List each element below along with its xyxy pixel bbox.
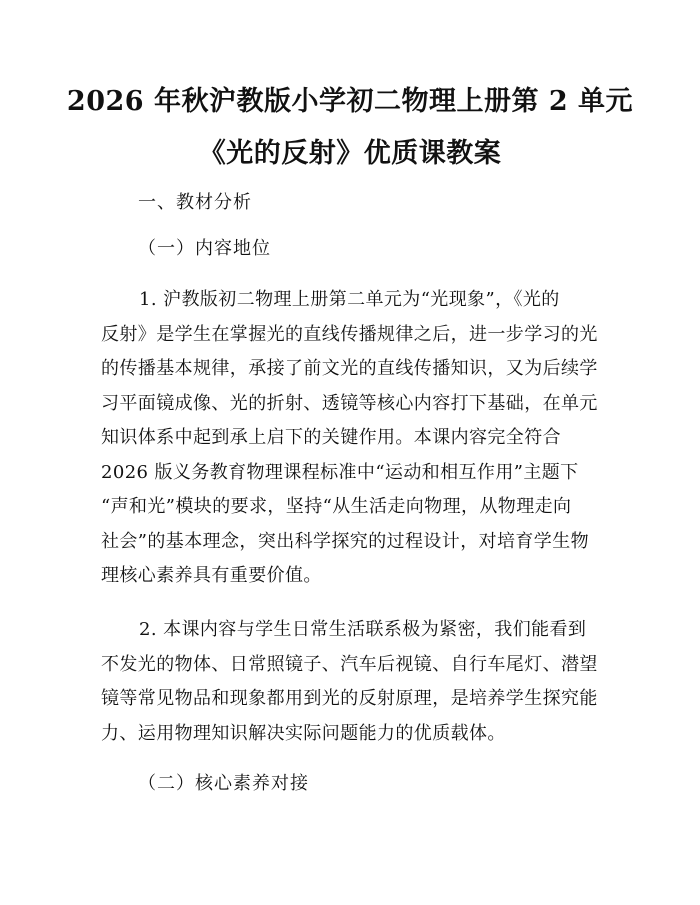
paragraph-1-line: 社会”的基本理念，突出科学探究的过程设计，对培育学生物 <box>101 530 589 552</box>
paragraph-2 <box>101 613 601 751</box>
subsection-heading-content-position: （一）内容地位 <box>138 238 271 259</box>
section-heading-teaching-material-analysis: 一、教材分析 <box>138 192 252 213</box>
paragraph-1-line: 的传播基本规律，承接了前文光的直线传播知识，又为后续学 <box>101 358 598 379</box>
paragraph-1-line: 1. 沪教版初二物理上册第二单元为“光现象”，《光的 <box>139 289 560 310</box>
paragraph-1-line: 2026 版义务教育物理课程标准中“运动和相互作用”主题下 <box>101 461 579 483</box>
paragraph-2-line: 力、运用物理知识解决实际问题能力的优质载体。 <box>101 722 506 744</box>
paragraph-1-line: 理核心素养具有重要价值。 <box>101 565 322 586</box>
paragraph-1-line: “声和光”模块的要求，坚持“从生活走向物理，从物理走向 <box>101 496 572 517</box>
document-title-line-1: 2026 年秋沪教版小学初二物理上册第 2 单元 <box>66 86 634 117</box>
paragraph-1-line: 知识体系中起到承上启下的关键作用。本课内容完全符合 <box>101 427 561 448</box>
paragraph-2-line: 镜等常见物品和现象都用到光的反射原理，是培养学生探究能 <box>101 688 598 709</box>
paragraph-2-line: 2. 本课内容与学生日常生活联系极为紧密，我们能看到 <box>139 619 587 640</box>
paragraph-2-line: 不发光的物体、日常照镜子、汽车后视镜、自行车尾灯、潜望 <box>101 653 598 675</box>
paragraph-1-line: 反射》是学生在掌握光的直线传播规律之后，进一步学习的光 <box>101 323 598 345</box>
paragraph-1-line: 习平面镜成像、光的折射、透镜等核心内容打下基础，在单元 <box>101 392 598 414</box>
subsection-heading-core-literacy: （二）核心素养对接 <box>138 773 309 794</box>
paragraph-1 <box>101 283 601 594</box>
document-title-line-2: 《光的反射》优质课教案 <box>198 138 502 169</box>
